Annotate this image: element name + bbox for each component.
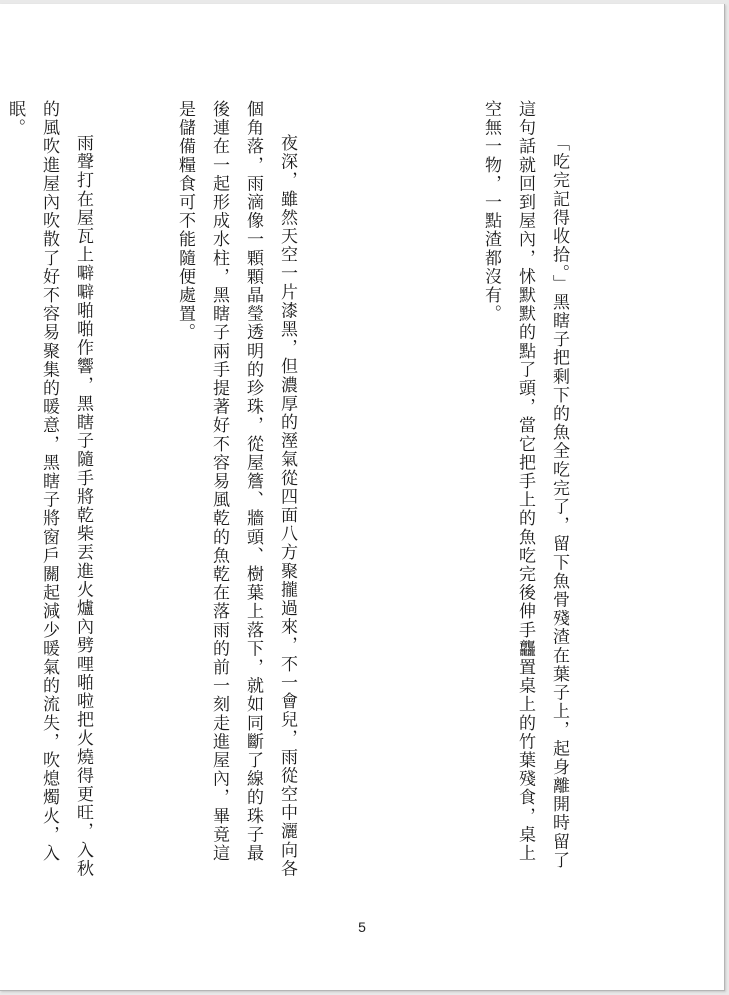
document-page: [0, 4, 725, 991]
vertical-text-body: [5, 100, 644, 880]
paragraph-2: 夜深，雖然天空一片漆黑，但濃厚的溼氣從四面八方聚攏過來，不一會兒，雨從空中灑向各個角落，雨滴像一顆顆晶瑩透明的珍珠，從屋簷、牆頭、樹葉上落下，就如同斷了線的珠子最後連在一起形成水柱，黑瞎子兩手提著好不容易風乾的魚乾在落雨的前一刻走進屋內，畢竟這是儲備糧食可不能隨便處置。: [175, 100, 297, 878]
page-number: 5: [358, 919, 366, 935]
paragraph-1: 「吃完記得收拾。」黑瞎子把剩下的魚全吃完了，留下魚骨殘渣在葉子上，起身離開時留了這句話就回到屋內，怵默默的點了頭，當它把手上的魚吃完後伸手龘置桌上的竹葉殘食，桌上空無一物，一點渣都沒有。: [481, 100, 569, 870]
paragraph-3: 雨聲打在屋瓦上噼噼啪啪作響，黑瞎子隨手將乾柴丟進火爐內劈哩啪啦把火燒得更旺，入秋的風吹進屋內吹散了好不容易聚集的暖意，黑瞎子將窗戶關起減少暖氣的流失，吹熄燭火，入眠。: [5, 100, 93, 878]
paragraph-gap: [372, 100, 406, 880]
